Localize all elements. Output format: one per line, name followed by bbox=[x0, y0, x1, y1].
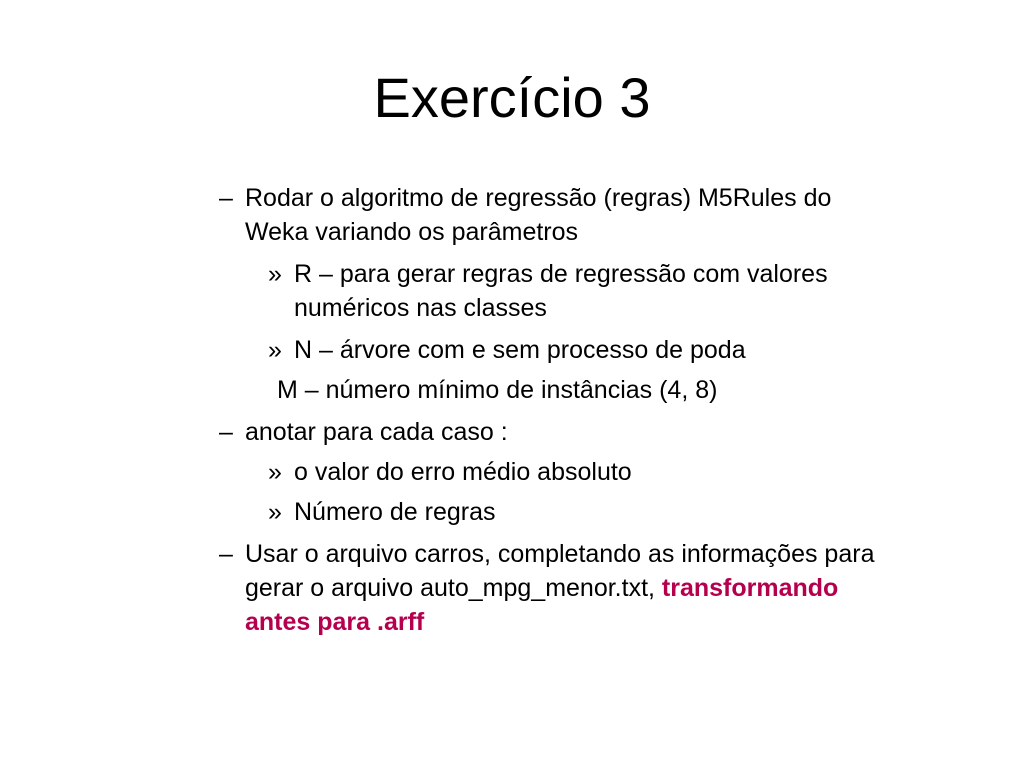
sub-bullet-text: Número de regras bbox=[294, 498, 496, 526]
bullet-text-plain: gerar o arquivo auto_mpg_menor.txt, bbox=[245, 574, 662, 602]
dash-marker: – bbox=[219, 418, 233, 446]
bullet-text: Usar o arquivo carros, completando as informações para bbox=[245, 540, 875, 568]
slide-title: Exercício 3 bbox=[373, 66, 651, 129]
dash-marker: – bbox=[219, 184, 233, 212]
dash-marker: – bbox=[219, 540, 233, 568]
highlight-text: antes para .arff bbox=[245, 608, 425, 636]
sub-bullet-text: o valor do erro médio absoluto bbox=[294, 458, 632, 486]
highlight-text: transformando bbox=[661, 574, 839, 602]
bullet-text: anotar para cada caso : bbox=[245, 418, 508, 446]
bullet-text: Weka variando os parâmetros bbox=[245, 218, 579, 246]
chevron-marker: » bbox=[268, 260, 282, 288]
chevron-marker: » bbox=[268, 498, 282, 526]
bullet-text: Rodar o algoritmo de regressão (regras) M5Rules do bbox=[245, 184, 832, 212]
sub-bullet-text: N – árvore com e sem processo de poda bbox=[294, 336, 746, 364]
chevron-marker: » bbox=[268, 458, 282, 486]
sub-bullet-text: numéricos nas classes bbox=[294, 294, 547, 322]
sub-bullet-text: M – número mínimo de instâncias (4, 8) bbox=[277, 376, 718, 404]
sub-bullet-text: R – para gerar regras de regressão com valores bbox=[294, 260, 828, 288]
chevron-marker: » bbox=[268, 336, 282, 364]
bullet-text bbox=[245, 571, 838, 605]
